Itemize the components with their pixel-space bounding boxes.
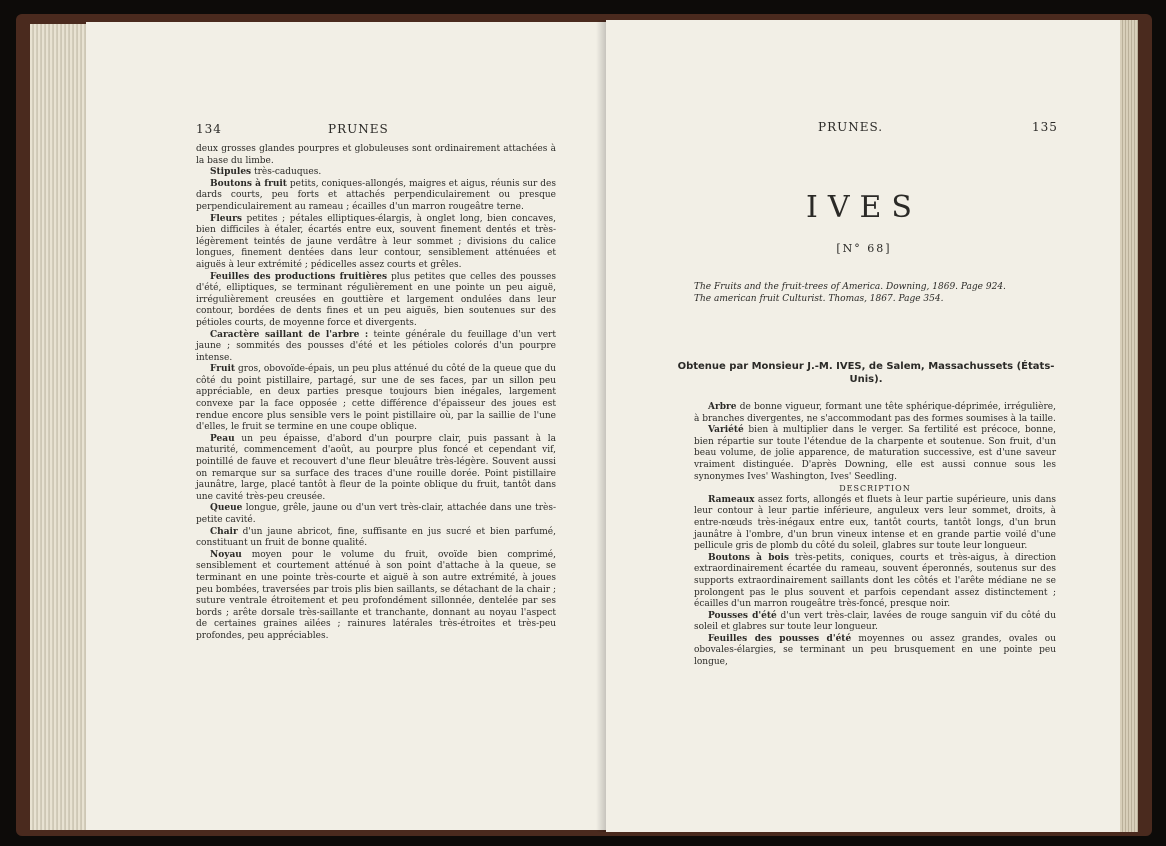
paragraph-text: longue, grêle, jaune ou d'un vert très-clair, attachée dans une très-petite cavité.	[196, 503, 556, 525]
paragraph-lead: Peau	[210, 433, 235, 444]
left-page	[86, 22, 606, 830]
page-number-left: 134	[196, 122, 222, 136]
paragraph	[196, 364, 556, 434]
paragraph-lead: Queue	[210, 503, 243, 514]
paragraph	[196, 144, 556, 167]
paragraph-lead: Pousses d'été	[708, 610, 777, 621]
paragraph-text: d'un vert très-clair, lavées de rouge sanguin vif du côté du soleil et glabres sur toute leur longueur.	[694, 610, 1056, 633]
variety-number: [N° 68]	[836, 242, 892, 255]
paragraph-text: bien à multiplier dans le verger. Sa fertilité est précoce, bonne, bien répartie sur toute l'étendue de la charpente et soutenue. Son fruit, d'un beau volume, de jolie apparence, de maturation successive, est d'une saveur vraiment distinguée. D'après Downing, elle est aussi connue sous les synonymes Ives' Washington, Ives' Seedling.	[694, 425, 1056, 482]
references	[694, 282, 1074, 305]
paragraph-lead: Noyau	[210, 549, 242, 560]
paragraph-lead: Chair	[210, 526, 238, 537]
variety-title: IVES	[806, 190, 922, 225]
paragraph-lead: Feuilles des pousses d'été	[708, 633, 852, 644]
page-edges-right	[1120, 20, 1138, 832]
paragraph	[694, 402, 1056, 425]
paragraph	[196, 503, 556, 526]
reference-item: The american fruit Culturist. Thomas, 1867. Page 354.	[694, 293, 944, 304]
right-page	[606, 20, 1122, 832]
paragraph-text: un peu épaisse, d'abord d'un pourpre clair, puis passant à la maturité, commencement d'août, au pourpre plus foncé et cependant vif, pointillé de fauve et recouvert d'une fleur bleuâtre très-légère. Souvent aussi on remarque sur sa surface des traces d'une rouille dorée. Point pistillaire jaunâtre, large, placé tantôt à fleur de la pointe oblique du fruit, tantôt dans une cavité très-peu creusée.	[196, 433, 556, 502]
paragraph-text: de bonne vigueur, formant une tête sphérique-déprimée, irrégulière, à branches divergentes, ne s'accommodant pas des formes soumises à la taille.	[694, 402, 1056, 424]
paragraph	[196, 167, 556, 179]
paragraph-lead: Fruit	[210, 364, 236, 375]
paragraph-text: deux grosses glandes pourpres et globuleuses sont ordinairement attachées à la base du limbe.	[196, 144, 556, 166]
paragraph-text: d'un jaune abricot, fine, suffisante en jus sucré et bien parfumé, constituant un fruit de bonne qualité.	[196, 526, 556, 549]
reference-item: The Fruits and the fruit-trees of America. Downing, 1869. Page 924.	[694, 282, 1006, 292]
origin-statement: Obtenue par Monsieur J.-M. IVES, de Salem, Massachussets (États-Unis).	[677, 361, 1055, 385]
paragraph-text: très-petits, coniques, courts et très-aigus, à direction extraordinairement écartée du rameau, souvent éperonnés, soutenus sur des supports extraordinairement saillants dont les côtés et l'arête médiane ne se prolongent pas le plus souvent et parfois cependant assez distinctement ; écailles d'un marron rougeâtre très-foncé, presque noir.	[694, 552, 1056, 610]
paragraph	[196, 550, 556, 643]
paragraph-text: très-caduques.	[251, 167, 322, 178]
paragraph-lead: Stipules	[210, 167, 252, 178]
paragraph	[196, 179, 556, 214]
paragraph-lead: Caractère saillant de l'arbre :	[210, 329, 369, 340]
description-heading: DESCRIPTION	[839, 484, 911, 494]
paragraph	[694, 425, 1056, 483]
paragraph-lead: Boutons à fruit	[210, 178, 287, 189]
running-head-left: PRUNES	[328, 122, 389, 136]
paragraph	[196, 527, 556, 550]
left-body-text	[196, 144, 556, 643]
paragraph-text: teinte générale du feuillage d'un vert jaune ; sommités des pousses d'été et les pétioles colorés d'un pourpre intense.	[196, 329, 556, 363]
paragraph	[694, 611, 1056, 634]
paragraph	[694, 495, 1056, 553]
right-body-text	[694, 402, 1056, 669]
paragraph-lead: Variété	[708, 425, 744, 436]
paragraph-text: assez forts, allongés et fluets à leur partie supérieure, unis dans leur contour à leur partie inférieure, anguleux vers leur sommet, droits, à entre-nœuds très-inégaux entre eux, tantôt courts, tantôt longs, d'un brun jaunâtre à l'ombre, d'un brun vineux intense et en grande partie voilé d'une pellicule gris de plomb du côté du soleil, glabres sur toute leur longueur.	[694, 494, 1056, 552]
page-number-right: 135	[1032, 120, 1058, 134]
paragraph	[196, 434, 556, 504]
paragraph-lead: Arbre	[708, 402, 737, 412]
paragraph-text: gros, obovoïde-épais, un peu plus atténué du côté de la queue que du côté du point pistillaire, partagé, sur une de ses faces, par un sillon peu appréciable, en deux parties presque toujours bien inégales, largement convexe par la face opposée ; cette différence d'épaisseur des joues est rendue encore plus sensible vers le point pistillaire où, par la saillie de l'une d'elles, le fruit se termine en une coupe oblique.	[196, 364, 556, 433]
paragraph-lead: Boutons à bois	[708, 552, 789, 563]
paragraph	[694, 553, 1056, 611]
paragraph	[694, 634, 1056, 669]
paragraph-lead: Feuilles des productions fruitières	[210, 271, 388, 282]
paragraph-text: petites ; pétales elliptiques-élargis, à onglet long, bien concaves, bien difficiles à étaler, écartés entre eux, souvent finement dentés et très-légèrement teintés de jaune verdâtre à leur sommet ; divisions du calice longues, finement dentées dans leur contour, sensiblement atténuées et aiguës à leur extrémité ; pédicelles assez courts et grêles.	[196, 213, 556, 270]
paragraph-text: moyen pour le volume du fruit, ovoïde bien comprimé, sensiblement et courtement atténué à son point d'attache à la queue, se terminant en une pointe très-courte et aiguë à son autre extrémité, à joues peu bombées, traversées par trois plis bien saillants, se détachant de la chair ; suture ventrale étroitement et peu profondément sillonnée, dentelée par ses bords ; arête dorsale très-saillante et tranchante, donnant au noyau l'aspect de certaines graines ailées ; rainures latérales très-étroites et très-peu profondes, peu appréciables.	[196, 549, 556, 641]
paragraph-lead: Fleurs	[210, 213, 242, 224]
paragraph-text: plus petites que celles des pousses d'été, elliptiques, se terminant régulièrement en une pointe un peu aiguë, irrégulièrement creusées en gouttière et largement ondulées dans leur contour, bordées de dents fines et un peu aiguës, bien soutenues sur des pétioles courts, de moyenne force et divergents.	[196, 271, 556, 328]
paragraph-text: petits, coniques-allongés, maigres et aigus, réunis sur des dards courts, peu forts et attachés perpendiculairement ou presque perpendiculairement au rameau ; écailles d'un marron rougeâtre terne.	[196, 178, 556, 212]
running-head-right: PRUNES.	[818, 120, 884, 134]
paragraph-lead: Rameaux	[708, 494, 755, 505]
paragraph	[196, 214, 556, 272]
paragraph-text: moyennes ou assez grandes, ovales ou obovales-élargies, se terminant un peu brusquement en une pointe peu longue,	[694, 633, 1056, 668]
paragraph	[196, 272, 556, 330]
paragraph	[196, 330, 556, 365]
page-edges	[30, 24, 92, 830]
